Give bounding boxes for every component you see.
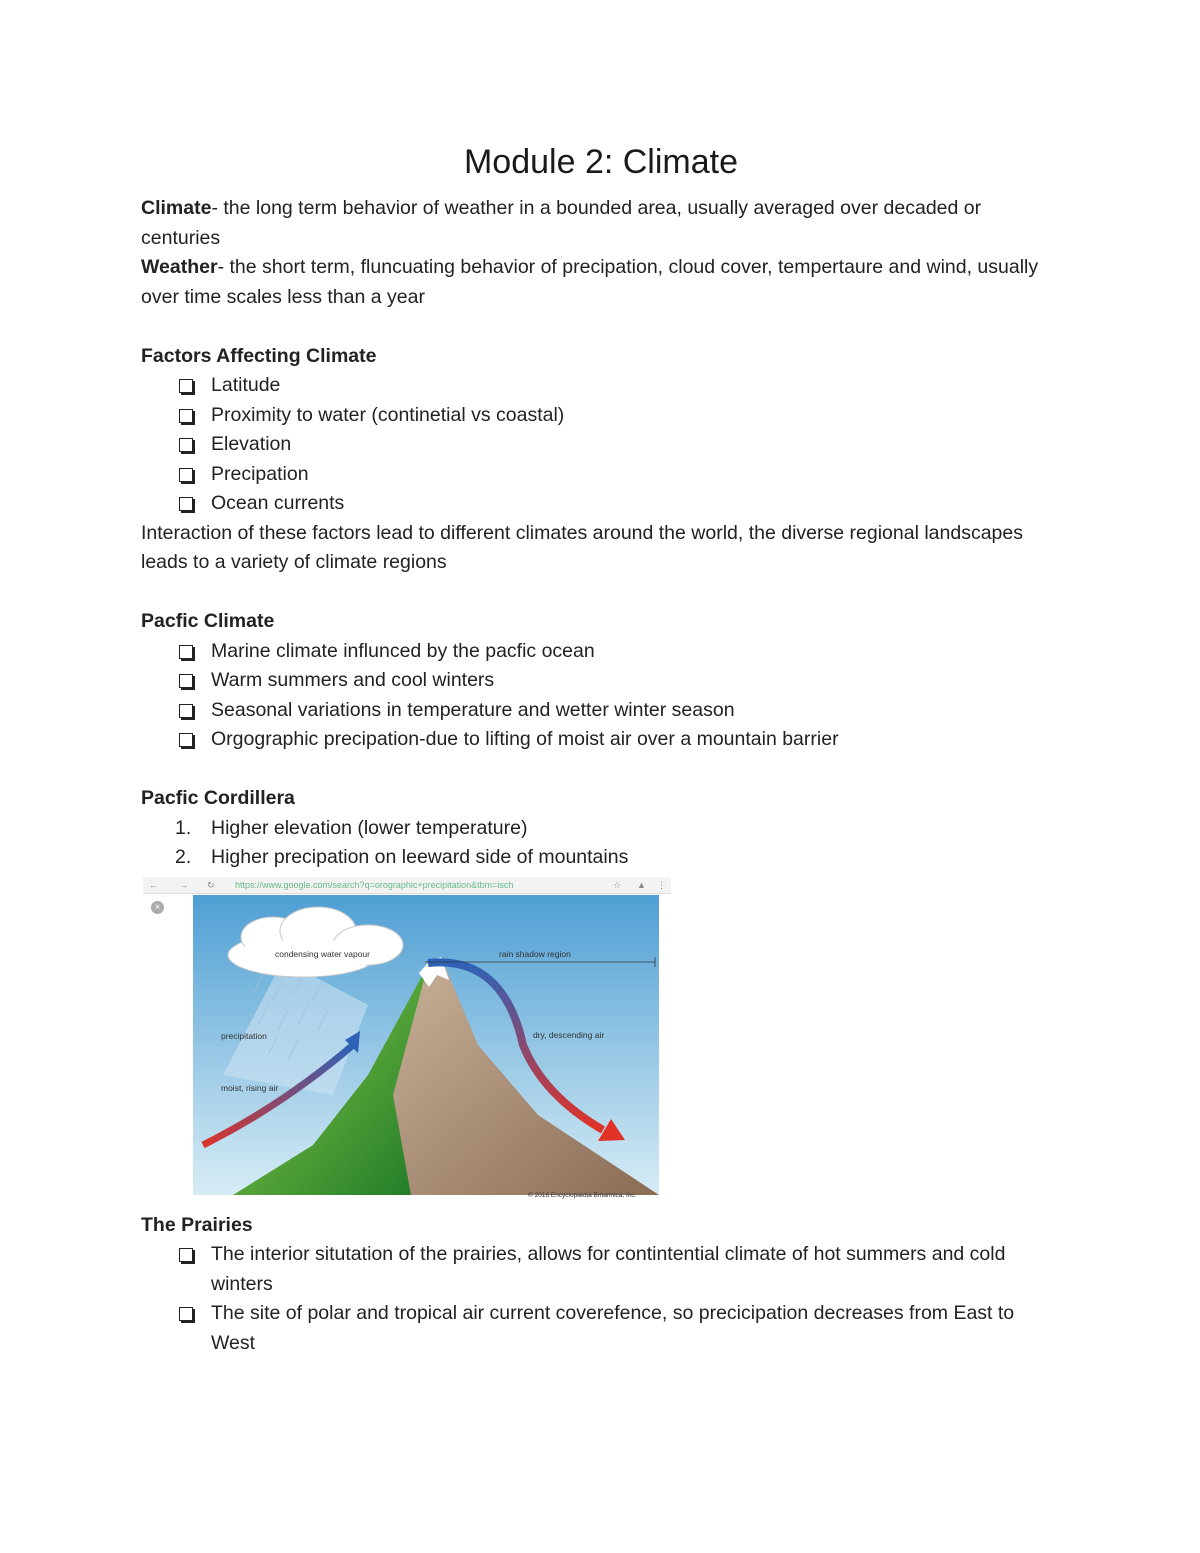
- list-item: [141, 489, 1061, 519]
- back-arrow-icon: ←: [149, 879, 158, 890]
- list-item: [141, 696, 1061, 726]
- list-item: [141, 460, 1061, 490]
- list-item-text: Orgographic precipation-due to lifting of moist air over a mountain barrier: [211, 728, 839, 750]
- label-precipitation: precipitation: [221, 1030, 267, 1041]
- prairies-list: [141, 1240, 1061, 1358]
- pacific-cordillera-list: [141, 814, 1061, 873]
- list-item-text: Seasonal variations in temperature and wetter winter season: [211, 698, 735, 721]
- pacific-climate-heading: Pacfic Climate: [141, 610, 275, 632]
- label-copyright: © 2016 Encyclopædia Britannica, Inc.: [528, 1191, 637, 1199]
- checkbox-bullet-icon: [179, 1248, 193, 1262]
- list-item-text: Proximity to water (continetial vs coastal): [211, 403, 565, 426]
- checkbox-bullet-icon: [179, 438, 193, 452]
- reload-icon: ↻: [207, 879, 215, 890]
- definition-climate: [141, 194, 1061, 253]
- page-title: Module 2: Climate: [463, 143, 738, 181]
- list-item: [141, 725, 1061, 755]
- pacific-cordillera-heading: Pacfic Cordillera: [141, 787, 295, 809]
- list-item-text: Marine climate influnced by the pacfic ocean: [211, 639, 595, 662]
- label-condensing: condensing water vapour: [275, 948, 370, 959]
- pacific-climate-list: [141, 637, 1061, 755]
- list-number: 2.: [175, 846, 192, 868]
- definition-climate-text: - the long term behavior of weather in a bounded area, usually averaged over decaded or centuries: [141, 197, 982, 249]
- list-number: 1.: [175, 816, 192, 839]
- browser-url: https://www.google.com/search?q=orographic+precipitation&tbm=isch: [235, 879, 514, 890]
- star-icon: ☆: [613, 879, 622, 890]
- list-item-text: Precipation: [211, 462, 309, 485]
- list-item: [141, 637, 1061, 667]
- checkbox-bullet-icon: [179, 704, 193, 718]
- list-item-text: Warm summers and cool winters: [211, 669, 495, 691]
- list-item: [141, 843, 1061, 873]
- factors-paragraph: Interaction of these factors lead to different climates around the world, the diverse regional landscapes leads to a variety of climate regions: [141, 521, 1023, 573]
- checkbox-bullet-icon: [179, 468, 193, 482]
- forward-arrow-icon: →: [179, 879, 188, 890]
- list-item-text: Elevation: [211, 433, 292, 455]
- orographic-precipitation-figure: [143, 877, 671, 1203]
- checkbox-bullet-icon: [179, 497, 193, 511]
- term-weather: Weather: [141, 256, 218, 278]
- list-item: [141, 666, 1061, 696]
- list-item-text: Higher precipation on leeward side of mountains: [211, 846, 629, 868]
- factors-list: [141, 371, 1061, 519]
- close-icon: ×: [151, 901, 164, 914]
- list-item-text: Higher elevation (lower temperature): [211, 816, 528, 839]
- document-page: [141, 140, 1061, 1358]
- list-item: [141, 430, 1061, 460]
- list-item-text: Latitude: [211, 374, 281, 396]
- label-dry-air: dry, descending air: [533, 1029, 605, 1040]
- definition-weather: [141, 253, 1061, 312]
- extension-icon: ▲: [637, 879, 646, 890]
- checkbox-bullet-icon: [179, 674, 193, 688]
- list-item: [141, 814, 1061, 844]
- checkbox-bullet-icon: [179, 1307, 193, 1321]
- term-climate: Climate: [141, 197, 212, 219]
- definition-weather-text: - the short term, fluncuating behavior of precipation, cloud cover, tempertaure and wind, usually over time scales less than a year: [141, 256, 1039, 308]
- factors-heading: Factors Affecting Climate: [141, 344, 377, 367]
- checkbox-bullet-icon: [179, 409, 193, 423]
- orographic-diagram: [193, 895, 659, 1203]
- label-moist-air: moist, rising air: [221, 1082, 279, 1093]
- list-item-text: The site of polar and tropical air current coverefence, so precicipation decreases from East to West: [211, 1302, 1015, 1354]
- list-item-text: Ocean currents: [211, 492, 345, 514]
- prairies-heading: The Prairies: [141, 1213, 253, 1236]
- checkbox-bullet-icon: [179, 379, 193, 393]
- browser-bar: [143, 877, 671, 894]
- checkbox-bullet-icon: [179, 733, 193, 747]
- list-item: [141, 1299, 1061, 1358]
- checkbox-bullet-icon: [179, 645, 193, 659]
- label-rain-shadow: rain shadow region: [499, 948, 571, 959]
- list-item-text: The interior situtation of the prairies, allows for contintential climate of hot summers and cold winters: [211, 1243, 1006, 1295]
- list-item: [141, 371, 1061, 401]
- list-item: [141, 401, 1061, 431]
- list-item: [141, 1240, 1061, 1299]
- menu-icon: ⋮: [657, 879, 666, 890]
